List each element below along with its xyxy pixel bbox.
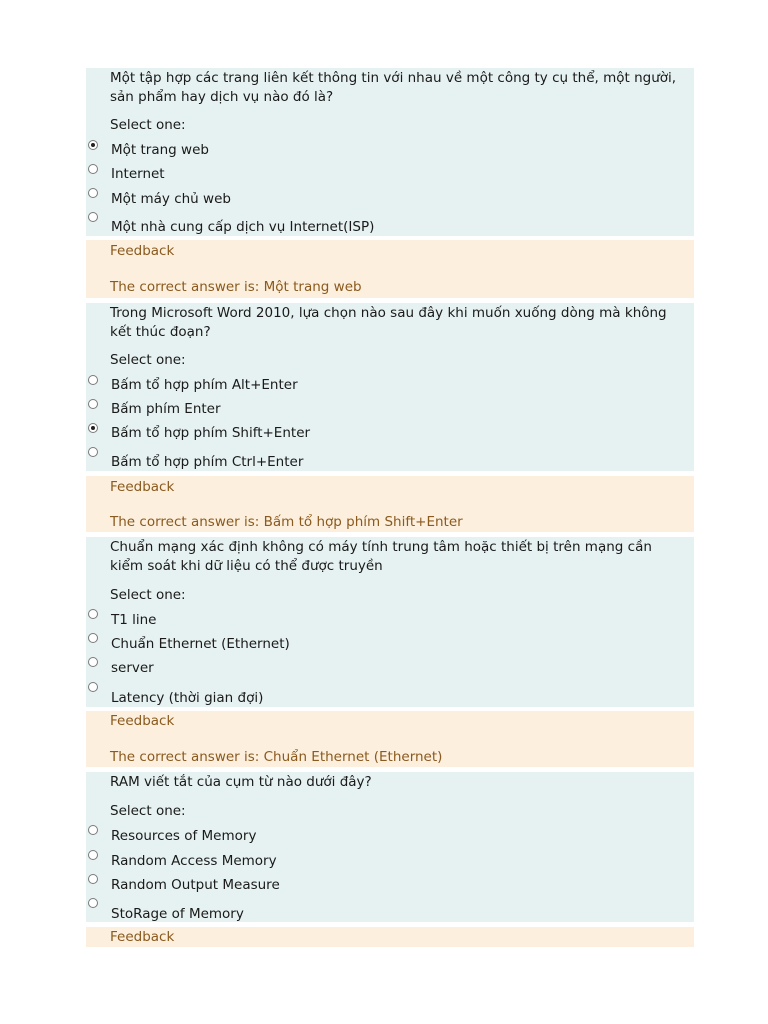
option-label[interactable]: T1 line — [111, 612, 157, 628]
feedback-panel — [86, 240, 694, 298]
radio-button[interactable] — [88, 164, 98, 174]
radio-button[interactable] — [88, 375, 98, 385]
option-label[interactable]: Một trang web — [111, 142, 209, 158]
question-2 — [86, 303, 694, 471]
select-one-label: Select one: — [110, 587, 186, 603]
option-label[interactable]: server — [111, 660, 154, 676]
question-3 — [86, 537, 694, 707]
option-label[interactable]: StoRage of Memory — [111, 906, 244, 922]
radio-button[interactable] — [88, 825, 98, 835]
question-4 — [86, 772, 694, 922]
option-label[interactable]: Chuẩn Ethernet (Ethernet) — [111, 636, 290, 652]
feedback-panel — [86, 476, 694, 532]
select-one-label: Select one: — [110, 117, 186, 133]
radio-button[interactable] — [88, 657, 98, 667]
option-label[interactable]: Bấm phím Enter — [111, 401, 221, 417]
correct-answer: The correct answer is: Chuẩn Ethernet (Ethernet) — [110, 749, 443, 765]
option-label[interactable]: Một nhà cung cấp dịch vụ Internet(ISP) — [111, 219, 375, 235]
question-text: Một tập hợp các trang liên kết thông tin với nhau về một công ty cụ thể, một người, sản phẩm hay dịch vụ nào đó là? — [110, 70, 677, 105]
radio-button[interactable] — [88, 874, 98, 884]
feedback-panel — [86, 927, 694, 947]
feedback-panel — [86, 711, 694, 767]
radio-button[interactable] — [88, 140, 98, 150]
option-label[interactable]: Bấm tổ hợp phím Ctrl+Enter — [111, 454, 304, 470]
option-label[interactable]: Bấm tổ hợp phím Alt+Enter — [111, 377, 298, 393]
radio-button[interactable] — [88, 633, 98, 643]
option-label[interactable]: Random Access Memory — [111, 853, 277, 869]
feedback-title: Feedback — [110, 929, 175, 945]
select-one-label: Select one: — [110, 352, 186, 368]
radio-button[interactable] — [88, 898, 98, 908]
select-one-label: Select one: — [110, 803, 186, 819]
question-text: RAM viết tắt của cụm từ nào dưới đây? — [110, 774, 372, 790]
radio-button[interactable] — [88, 423, 98, 433]
feedback-title: Feedback — [110, 479, 175, 495]
radio-button[interactable] — [88, 399, 98, 409]
option-label[interactable]: Bấm tổ hợp phím Shift+Enter — [111, 425, 311, 441]
radio-button[interactable] — [88, 212, 98, 222]
radio-button[interactable] — [88, 850, 98, 860]
correct-answer: The correct answer is: Bấm tổ hợp phím Shift+Enter — [110, 514, 463, 530]
question-text: Chuẩn mạng xác định không có máy tính trung tâm hoặc thiết bị trên mạng cần kiểm soát khi dữ liệu có thể được truyền — [110, 539, 652, 574]
option-label[interactable]: Internet — [111, 166, 165, 182]
option-label[interactable]: Resources of Memory — [111, 828, 257, 844]
radio-button[interactable] — [88, 447, 98, 457]
question-1 — [86, 68, 694, 236]
correct-answer: The correct answer is: Một trang web — [110, 279, 362, 295]
radio-button[interactable] — [88, 682, 98, 692]
option-label[interactable]: Latency (thời gian đợi) — [111, 690, 264, 706]
radio-button[interactable] — [88, 188, 98, 198]
feedback-title: Feedback — [110, 243, 175, 259]
option-label[interactable]: Random Output Measure — [111, 877, 280, 893]
feedback-title: Feedback — [110, 713, 175, 729]
question-text: Trong Microsoft Word 2010, lựa chọn nào sau đây khi muốn xuống dòng mà không kết thúc đoạn? — [110, 305, 667, 340]
option-label[interactable]: Một máy chủ web — [111, 191, 231, 207]
radio-button[interactable] — [88, 609, 98, 619]
